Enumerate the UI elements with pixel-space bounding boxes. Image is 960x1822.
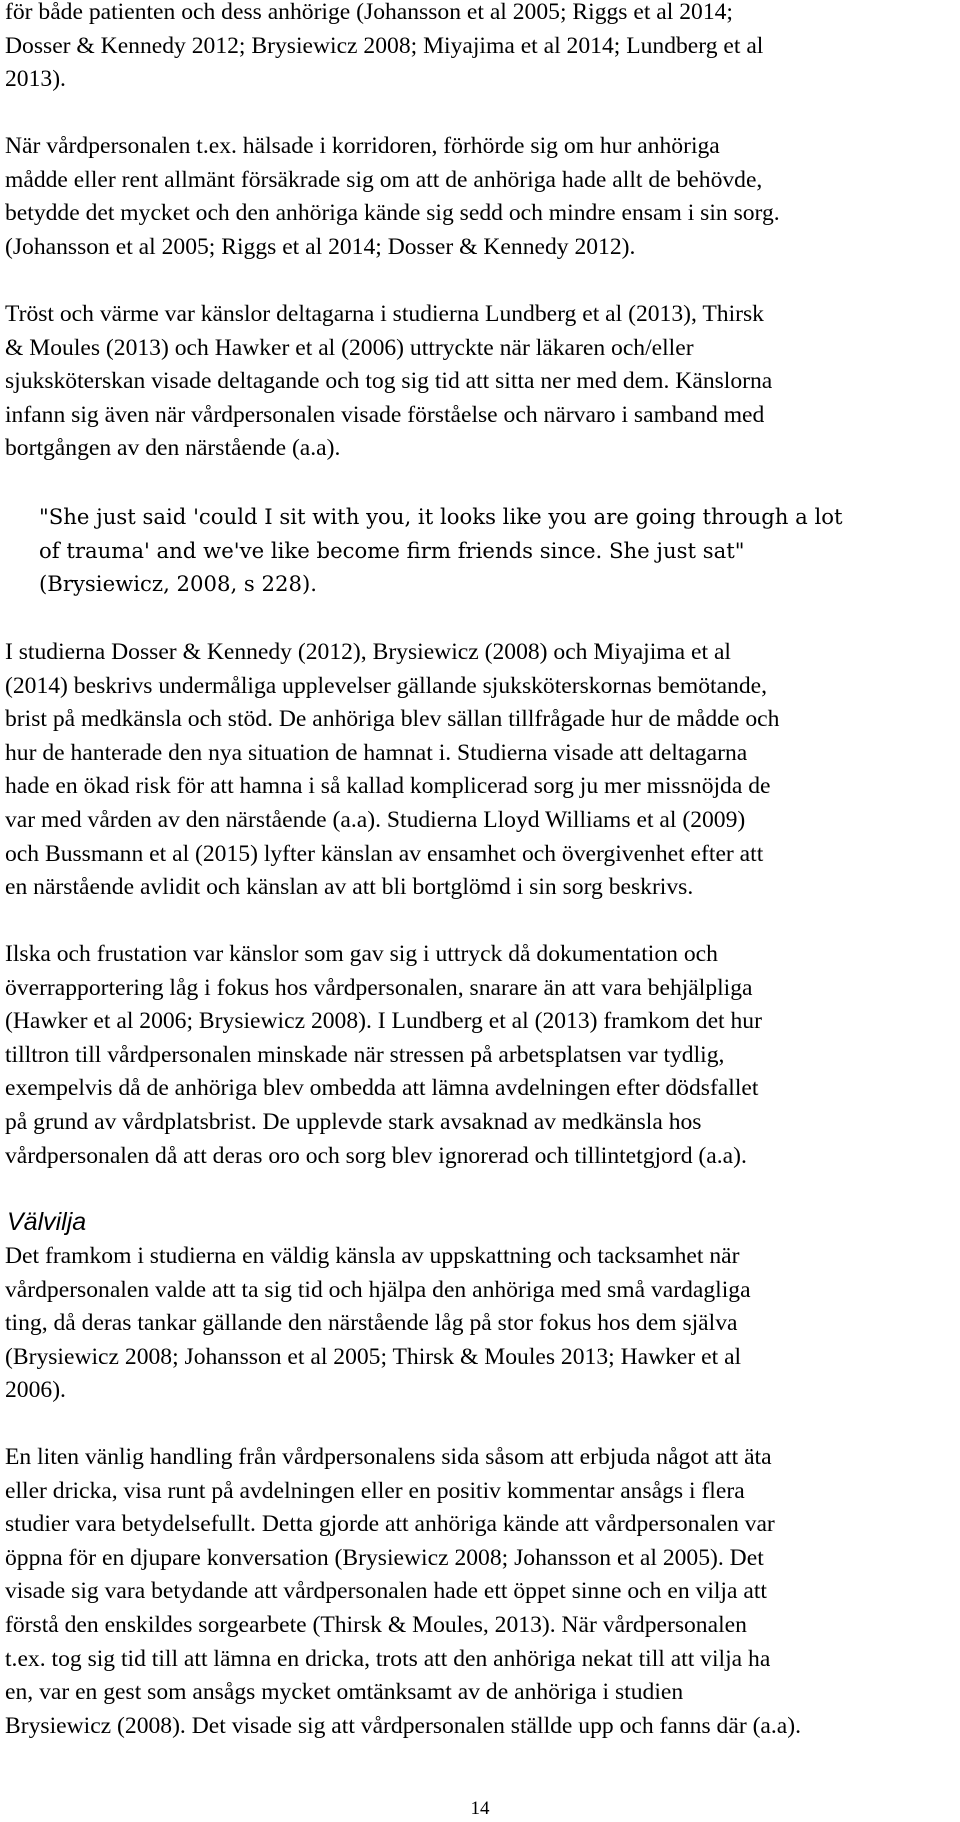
- text-line: Brysiewicz (2008). Det visade sig att vårdpersonalen ställde upp och fanns där (a.a).: [5, 1712, 802, 1739]
- text-line: t.ex. tog sig tid till att lämna en dricka, trots att den anhöriga nekat till att vilja ha: [5, 1645, 771, 1672]
- text-line: Det framkom i studierna en väldig känsla av uppskattning och tacksamhet när: [5, 1243, 740, 1269]
- text-line: infann sig även när vårdpersonalen visade förståelse och närvaro i samband med: [5, 401, 765, 428]
- text-line: I studierna Dosser & Kennedy (2012), Brysiewicz (2008) och Miyajima et al: [5, 639, 731, 665]
- text-line: bortgången av den närstående (a.a).: [5, 435, 341, 462]
- text-line: var med vården av den närstående (a.a). Studierna Lloyd Williams et al (2009): [5, 806, 746, 833]
- text-line: & Moules (2013) och Hawker et al (2006) uttryckte när läkaren och/eller: [5, 334, 694, 361]
- text-line: en närstående avlidit och känslan av att bli bortglömd i sin sorg beskrivs.: [5, 874, 694, 901]
- text-line: brist på medkänsla och stöd. De anhöriga blev sällan tillfrågade hur de mådde och: [5, 706, 780, 733]
- text-line: öppna för en djupare konversation (Brysiewicz 2008; Johansson et al 2005). Det: [5, 1544, 764, 1571]
- paragraph-4: [5, 636, 955, 905]
- paragraph-1: [5, 0, 955, 97]
- text-line: vårdpersonalen valde att ta sig tid och hjälpa den anhöriga med små vardagliga: [5, 1276, 751, 1303]
- text-line: mådde eller rent allmänt försäkrade sig om att de anhöriga hade allt de behövde,: [5, 166, 763, 193]
- block-quote: [39, 500, 939, 601]
- text-line: en, var en gest som ansågs mycket omtänksamt av de anhöriga i studien: [5, 1679, 684, 1706]
- paragraph-6: [5, 1240, 955, 1408]
- page-number: 14: [470, 1798, 490, 1819]
- text-line: för både patienten och dess anhörige (Johansson et al 2005; Riggs et al 2014;: [5, 0, 733, 25]
- text-line: vårdpersonalen då att deras oro och sorg blev ignorerad och tillintetgjord (a.a).: [5, 1142, 747, 1169]
- text-line: visade sig vara betydande att vårdpersonalen hade ett öppet sinne och en vilja att: [5, 1578, 767, 1605]
- text-line: 2006).: [5, 1377, 66, 1404]
- text-line: och Bussmann et al (2015) lyfter känslan av ensamhet och övergivenhet efter att: [5, 840, 764, 867]
- paragraph-5: [5, 938, 955, 1173]
- section-heading: Välvilja: [7, 1208, 87, 1236]
- text-line: (Johansson et al 2005; Riggs et al 2014; Dosser & Kennedy 2012).: [5, 233, 636, 260]
- text-line: Ilska och frustation var känslor som gav sig i uttryck då dokumentation och: [5, 941, 718, 967]
- text-line: (Hawker et al 2006; Brysiewicz 2008). I Lundberg et al (2013) framkom det hur: [5, 1008, 762, 1035]
- text-line: (2014) beskrivs undermåliga upplevelser gällande sjuksköterskornas bemötande,: [5, 672, 768, 699]
- paragraph-7: [5, 1441, 955, 1743]
- paragraph-2: [5, 130, 955, 264]
- text-line: sjuksköterskan visade deltagande och tog sig tid att sitta ner med dem. Känslorna: [5, 368, 773, 395]
- text-line: studier vara betydelsefullt. Detta gjorde att anhöriga kände att vårdpersonalen var: [5, 1511, 775, 1538]
- text-line: betydde det mycket och den anhöriga kände sig sedd och mindre ensam i sin sorg.: [5, 200, 780, 227]
- text-line: förstå den enskildes sorgearbete (Thirsk & Moules, 2013). När vårdpersonalen: [5, 1611, 747, 1638]
- text-line: När vårdpersonalen t.ex. hälsade i korridoren, förhörde sig om hur anhöriga: [5, 133, 720, 159]
- text-line: 2013).: [5, 66, 66, 93]
- quote-line: of trauma' and we've like become firm friends since. She just sat": [39, 537, 745, 563]
- text-line: eller dricka, visa runt på avdelningen eller en positiv kommentar ansågs i flera: [5, 1477, 745, 1504]
- text-line: Tröst och värme var känslor deltagarna i studierna Lundberg et al (2013), Thirsk: [5, 301, 764, 327]
- text-line: överrapportering låg i fokus hos vårdpersonalen, snarare än att vara behjälpliga: [5, 974, 753, 1001]
- text-line: Dosser & Kennedy 2012; Brysiewicz 2008; Miyajima et al 2014; Lundberg et al: [5, 32, 764, 59]
- paragraph-3: [5, 298, 955, 466]
- text-line: på grund av vårdplatsbrist. De upplevde stark avsaknad av medkänsla hos: [5, 1108, 702, 1135]
- quote-line: "She just said 'could I sit with you, it looks like you are going through a lot: [39, 504, 843, 529]
- text-line: (Brysiewicz 2008; Johansson et al 2005; Thirsk & Moules 2013; Hawker et al: [5, 1343, 742, 1370]
- text-line: tilltron till vårdpersonalen minskade när stressen på arbetsplatsen var tydlig,: [5, 1041, 725, 1068]
- text-line: ting, då deras tankar gällande den närstående låg på stor fokus hos dem själva: [5, 1310, 738, 1337]
- text-line: hade en ökad risk för att hamna i så kallad komplicerad sorg ju mer missnöjda de: [5, 773, 771, 800]
- text-line: En liten vänlig handling från vårdpersonalens sida såsom att erbjuda något att äta: [5, 1444, 772, 1470]
- text-line: exempelvis då de anhöriga blev ombedda att lämna avdelningen efter dödsfallet: [5, 1075, 759, 1102]
- quote-line: (Brysiewicz, 2008, s 228).: [39, 571, 317, 597]
- text-line: hur de hanterade den nya situation de hamnat i. Studierna visade att deltagarna: [5, 739, 748, 766]
